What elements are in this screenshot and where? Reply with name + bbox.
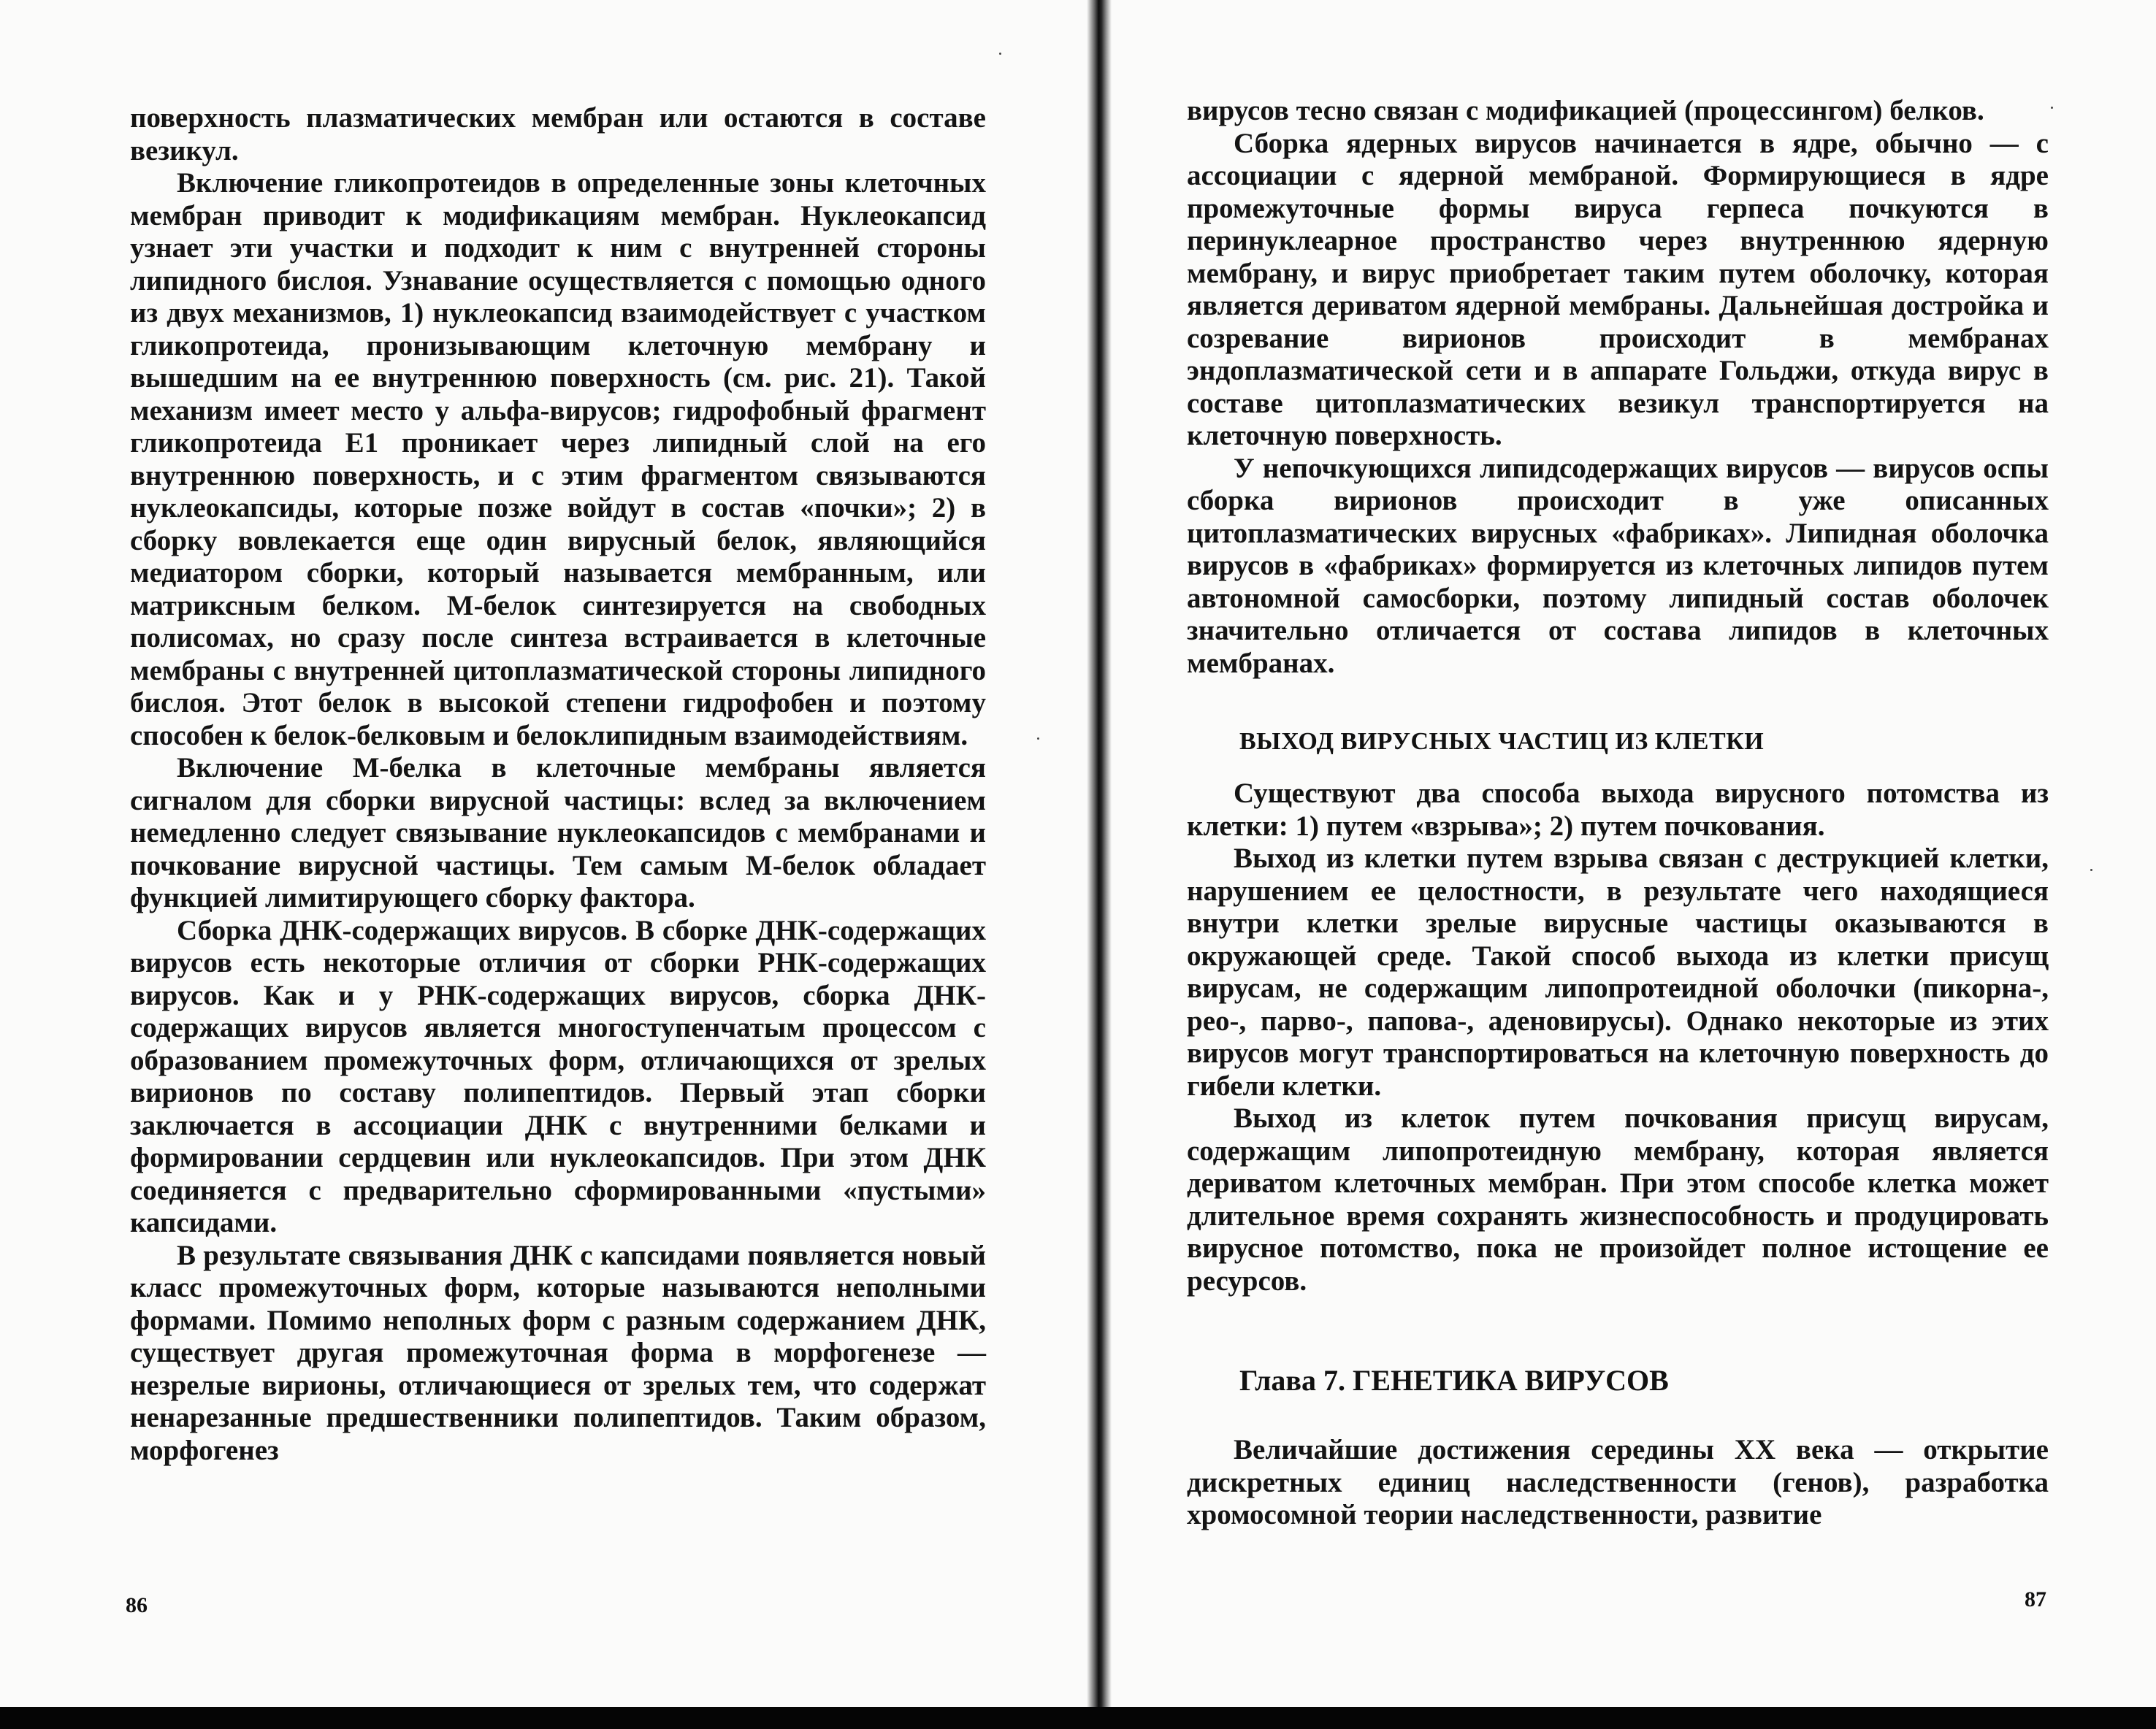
scan-speck xyxy=(999,53,1001,55)
scan-speck xyxy=(2051,107,2053,109)
paragraph: Включение М-белка в клеточные мембраны является сигналом для сборки вирусной частицы: вслед за включением немедленно следует связывание нуклеокапсидов с мембранами и почкование вирусной частицы. Тем самым М-белок обладает функцией лимитирующего сборку фактора. xyxy=(130,752,986,913)
scan-speck xyxy=(1037,737,1039,740)
paragraph: поверхность плазматических мембран или остаются в составе везикул. xyxy=(130,102,986,166)
paragraph: В результате связывания ДНК с капсидами появляется новый класс промежуточных форм, которые называются неполными формами. Помимо неполных форм с разным содержанием ДНК, существует другая промежуточная форма в морфогенезе — незрелые вирионы, отличающиеся от зрелых тем, что содержат ненарезанные предшественники полипептидов. Таким образом, морфогенез xyxy=(130,1239,986,1466)
right-text-column xyxy=(1187,95,2049,1532)
paragraph: Сборка ядерных вирусов начинается в ядре, обычно — с ассоциации с ядерной мембраной. Формирующиеся в ядре промежуточные формы вируса герпеса почкуются в перинуклеарное пространство через внутреннюю ядерную мембрану, и вирус приобретает таким путем оболочку, которая является дериватом ядерной мембраны. Дальнейшая достройка и созревание вирионов происходит в мембранах эндоплазматической сети и в аппарате Гольджи, откуда вирус в составе цитоплазматических везикул транспортируется на клеточную поверхность. xyxy=(1187,127,2049,451)
paragraph: Включение гликопротеидов в определенные зоны клеточных мембран приводит к модификациям мембран. Нуклеокапсид узнает эти участки и подходит к ним с внутренней стороны липидного бислоя. Узнавание осуществляется с помощью одного из двух механизмов, 1) нуклеокапсид взаимодействует с участком гликопротеида, пронизывающим клеточную мембрану и вышедшим на ее внутреннюю поверхность (см. рис. 21). Такой механизм имеет место у альфа-вирусов; гидрофобный фрагмент гликопротеида Е1 проникает через липидный слой на его внутреннюю поверхность, и с этим фрагментом связываются нуклеокапсиды, которые позже войдут в состав «почки»; 2) в сборку вовлекается еще один вирусный белок, являющийся медиатором сборки, который называется мембранным, или матриксным белком. М-белок синтезируется на свободных полисомах, но сразу после синтеза встраивается в клеточные мембраны с внутренней цитоплазматической стороны липидного бислоя. Этот белок в высокой степени гидрофобен и поэтому способен к белок-белковым и белоклипидным взаимодействиям. xyxy=(130,167,986,751)
book-gutter-shadow xyxy=(1087,0,1112,1729)
page-number-right: 87 xyxy=(2025,1587,2046,1611)
paragraph: вирусов тесно связан с модификацией (процессингом) белков. xyxy=(1187,95,1984,126)
paragraph: У непочкующихся липидсодержащих вирусов — вирусов оспы сборка вирионов происходит в уже описанных цитоплазматических вирусных «фабриках». Липидная оболочка вирусов в «фабриках» формируется из клеточных липидов путем автономной самосборки, поэтому липидный состав оболочек значительно отличается от состава липидов в клеточных мембранах. xyxy=(1187,452,2049,679)
paragraph: Существуют два способа выхода вирусного потомства из клетки: 1) путем «взрыва»; 2) путем почкования. xyxy=(1187,778,2049,842)
paragraph: Выход из клеток путем почкования присущ вирусам, содержащим липопротеидную мембрану, которая является дериватом клеточных мембран. При этом способе клетка может длительное время сохранять жизнеспособность и продуцировать вирусное потомство, пока не произойдет полное истощение ее ресурсов. xyxy=(1187,1103,2049,1297)
left-text-column xyxy=(130,102,986,1467)
scan-speck xyxy=(2090,869,2092,871)
dna-assembly-paragraph xyxy=(130,915,986,1240)
scan-bottom-edge xyxy=(0,1707,2156,1729)
section-heading: ВЫХОД ВИРУСНЫХ ЧАСТИЦ ИЗ КЛЕТКИ xyxy=(1239,728,1765,755)
paragraph: Выход из клетки путем взрыва связан с деструкцией клетки, нарушением ее целостности, в результате чего находящиеся внутри клетки зрелые вирусные частицы оказываются в окружающей среде. Такой способ выхода из клетки присущ вирусам, не содержащим липопротеидной оболочки (пикорна-, рео-, парво-, папова-, аденовирусы). Однако некоторые из этих вирусов могут транспортироваться на клеточную поверхность до гибели клетки. xyxy=(1187,843,2049,1102)
run-in-heading: Сборка ДНК-содержащих вирусов. xyxy=(177,914,628,946)
chapter-heading: Глава 7. ГЕНЕТИКА ВИРУСОВ xyxy=(1239,1364,1669,1397)
right-page xyxy=(1099,0,2156,1729)
paragraph: Величайшие достижения середины XX века — открытие дискретных единиц наследственности (генов), разработка хромосомной теории наследственности, развитие xyxy=(1187,1434,2049,1530)
page-number-left: 86 xyxy=(126,1593,148,1617)
paragraph-text: В сборке ДНК-содержащих вирусов есть некоторые отличия от сборки РНК-содержащих вирусов. Как и у РНК-содержащих вирусов, сборка ДНК-содержащих вирусов является многоступенчатым процессом с образованием промежуточных форм, отличающихся от зрелых вирионов по составу полипептидов. Первый этап сборки заключается в ассоциации ДНК с внутренними белками и формировании сердцевин или нуклеокапсидов. При этом ДНК соединяется с предварительно сформированными «пустыми» капсидами. xyxy=(130,914,986,1238)
